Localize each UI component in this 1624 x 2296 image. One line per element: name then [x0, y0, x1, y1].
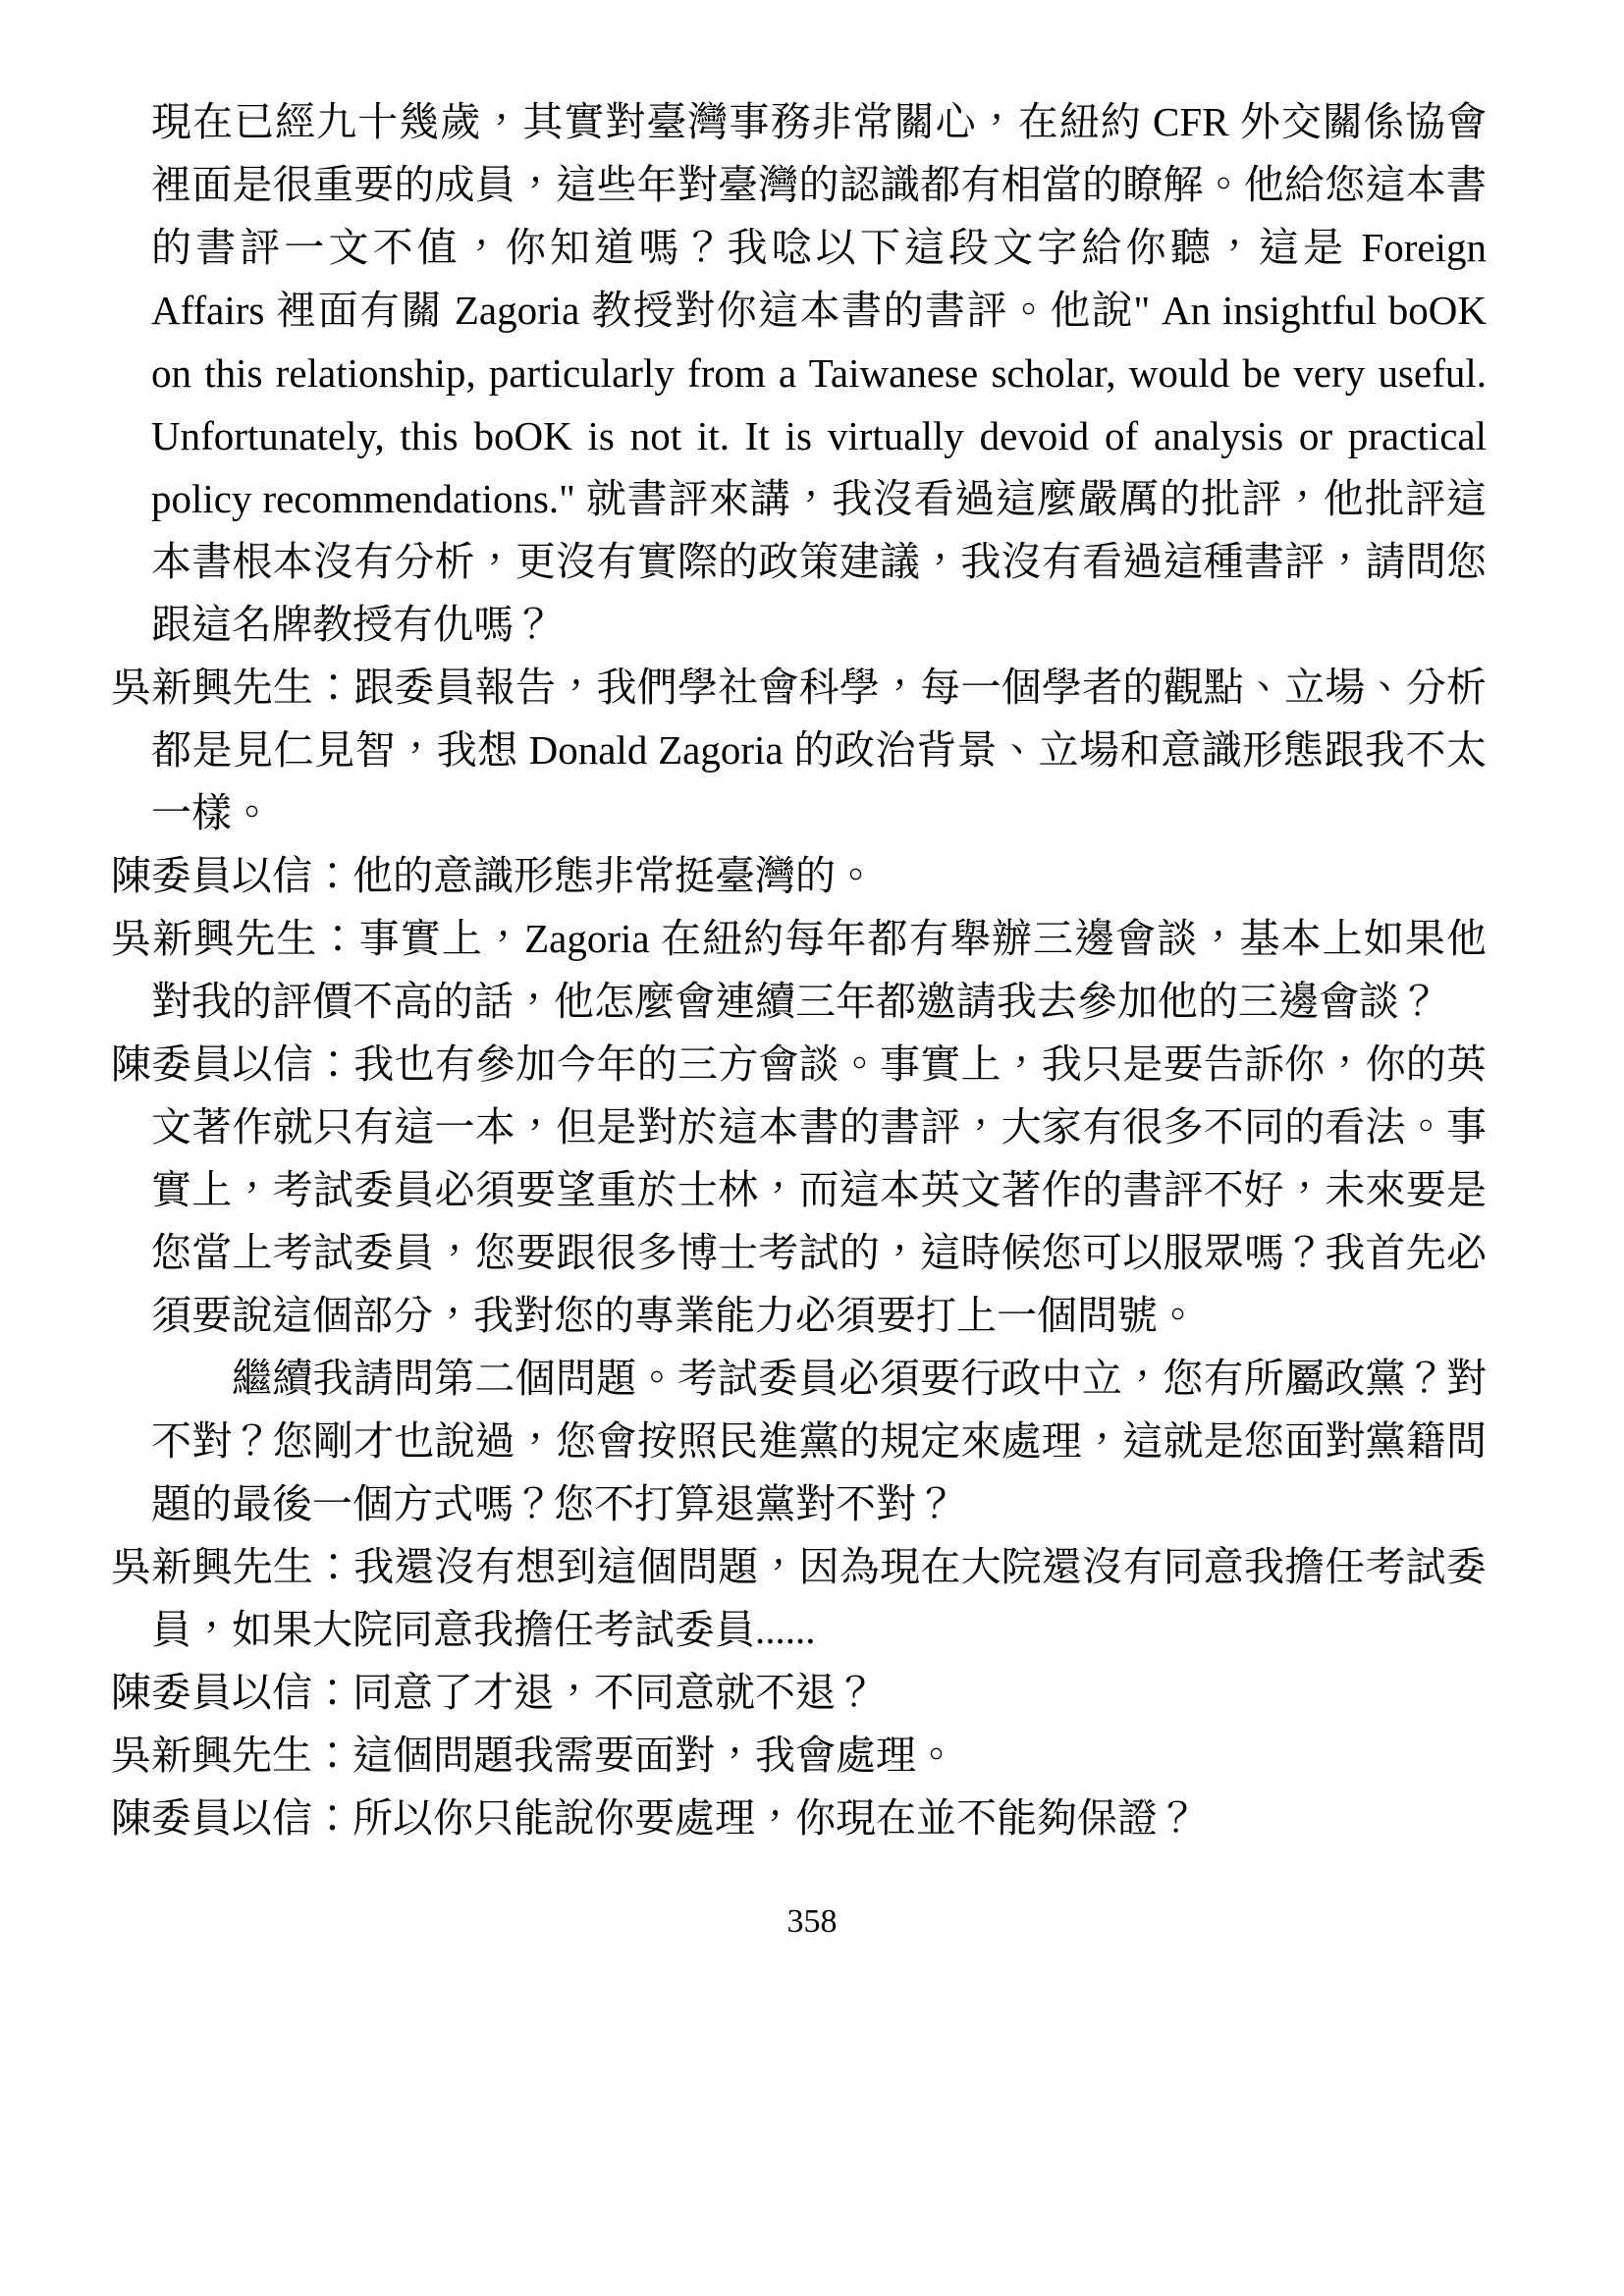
paragraph-speech	[111, 1535, 1487, 1661]
speech-text: 同意了才退，不同意就不退？	[352, 1670, 876, 1715]
paragraph-speech-inner	[111, 1347, 1487, 1535]
paragraph-speech	[111, 1661, 1487, 1724]
paragraph-speech	[111, 907, 1487, 1033]
speech-text: 現在已經九十幾歲，其實對臺灣事務非常關心，在紐約 CFR 外交關係協會裡面是很重要的成員，這些年對臺灣的認識都有相當的瞭解。他給您這本書的書評一文不值，你知道嗎？我唸以下這段文字給你聽，這是 Foreign Affairs 裡面有關 Zagoria 教授對你這本書的書評。他說" An insightful boOK on this relationship, particularly from a Taiwanese scholar, would be very useful. Unfortunately, this boOK is not it. It is virtually devoid of analysis or practical policy recommendations." 就書評來講，我沒看過這麼嚴厲的批評，他批評這本書根本沒有分析，更沒有實際的政策建議，我沒有看過這種書評，請問您跟這名牌教授有仇嗎？	[151, 99, 1487, 647]
speech-text: 跟委員報告，我們學社會科學，每一個學者的觀點、立場、分析都是見仁見智，我想 Donald Zagoria 的政治背景、立場和意識形態跟我不太一樣。	[151, 665, 1488, 835]
speech-text: 所以你只能說你要處理，你現在並不能夠保證？	[352, 1795, 1198, 1841]
speech-text: 事實上，Zagoria 在紐約每年都有舉辦三邊會談，基本上如果他對我的評價不高的話，他怎麼會連續三年都邀請我去參加他的三邊會談？	[151, 916, 1488, 1024]
speech-text: 這個問題我需要面對，我會處理。	[352, 1733, 956, 1778]
speaker-label: 陳委員以信：	[111, 1795, 352, 1841]
speaker-label: 吳新興先生：	[111, 1544, 354, 1589]
paragraph-continuation	[111, 90, 1487, 656]
speaker-label: 陳委員以信：	[111, 853, 352, 898]
speech-text: 他的意識形態非常挺臺灣的。	[352, 853, 876, 898]
speech-text: 繼續我請問第二個問題。考試委員必須要行政中立，您有所屬政黨？對不對？您剛才也說過，您會按照民進黨的規定來處理，這就是您面對黨籍問題的最後一個方式嗎？您不打算退黨對不對？	[151, 1356, 1487, 1526]
speaker-label: 吳新興先生：	[111, 665, 354, 710]
paragraph-speech	[111, 1787, 1487, 1849]
speech-text: 我還沒有想到這個問題，因為現在大院還沒有同意我擔任考試委員，如果大院同意我擔任考試委員......	[151, 1544, 1488, 1652]
transcript-content	[111, 90, 1487, 1849]
speaker-label: 吳新興先生：	[111, 1733, 352, 1778]
speaker-label: 陳委員以信：	[111, 1041, 354, 1087]
speech-text: 我也有參加今年的三方會談。事實上，我只是要告訴你，你的英文著作就只有這一本，但是對於這本書的書評，大家有很多不同的看法。事實上，考試委員必須要望重於士林，而這本英文著作的書評不好，未來要是您當上考試委員，您要跟很多博士考試的，這時候您可以服眾嗎？我首先必須要說這個部分，我對您的專業能力必須要打上一個問號。	[151, 1041, 1488, 1338]
paragraph-speech	[111, 1033, 1487, 1347]
paragraph-speech	[111, 1724, 1487, 1787]
paragraph-speech	[111, 844, 1487, 907]
speaker-label: 陳委員以信：	[111, 1670, 352, 1715]
paragraph-speech	[111, 656, 1487, 844]
speaker-label: 吳新興先生：	[111, 916, 359, 961]
page-number: 358	[786, 1903, 838, 1940]
